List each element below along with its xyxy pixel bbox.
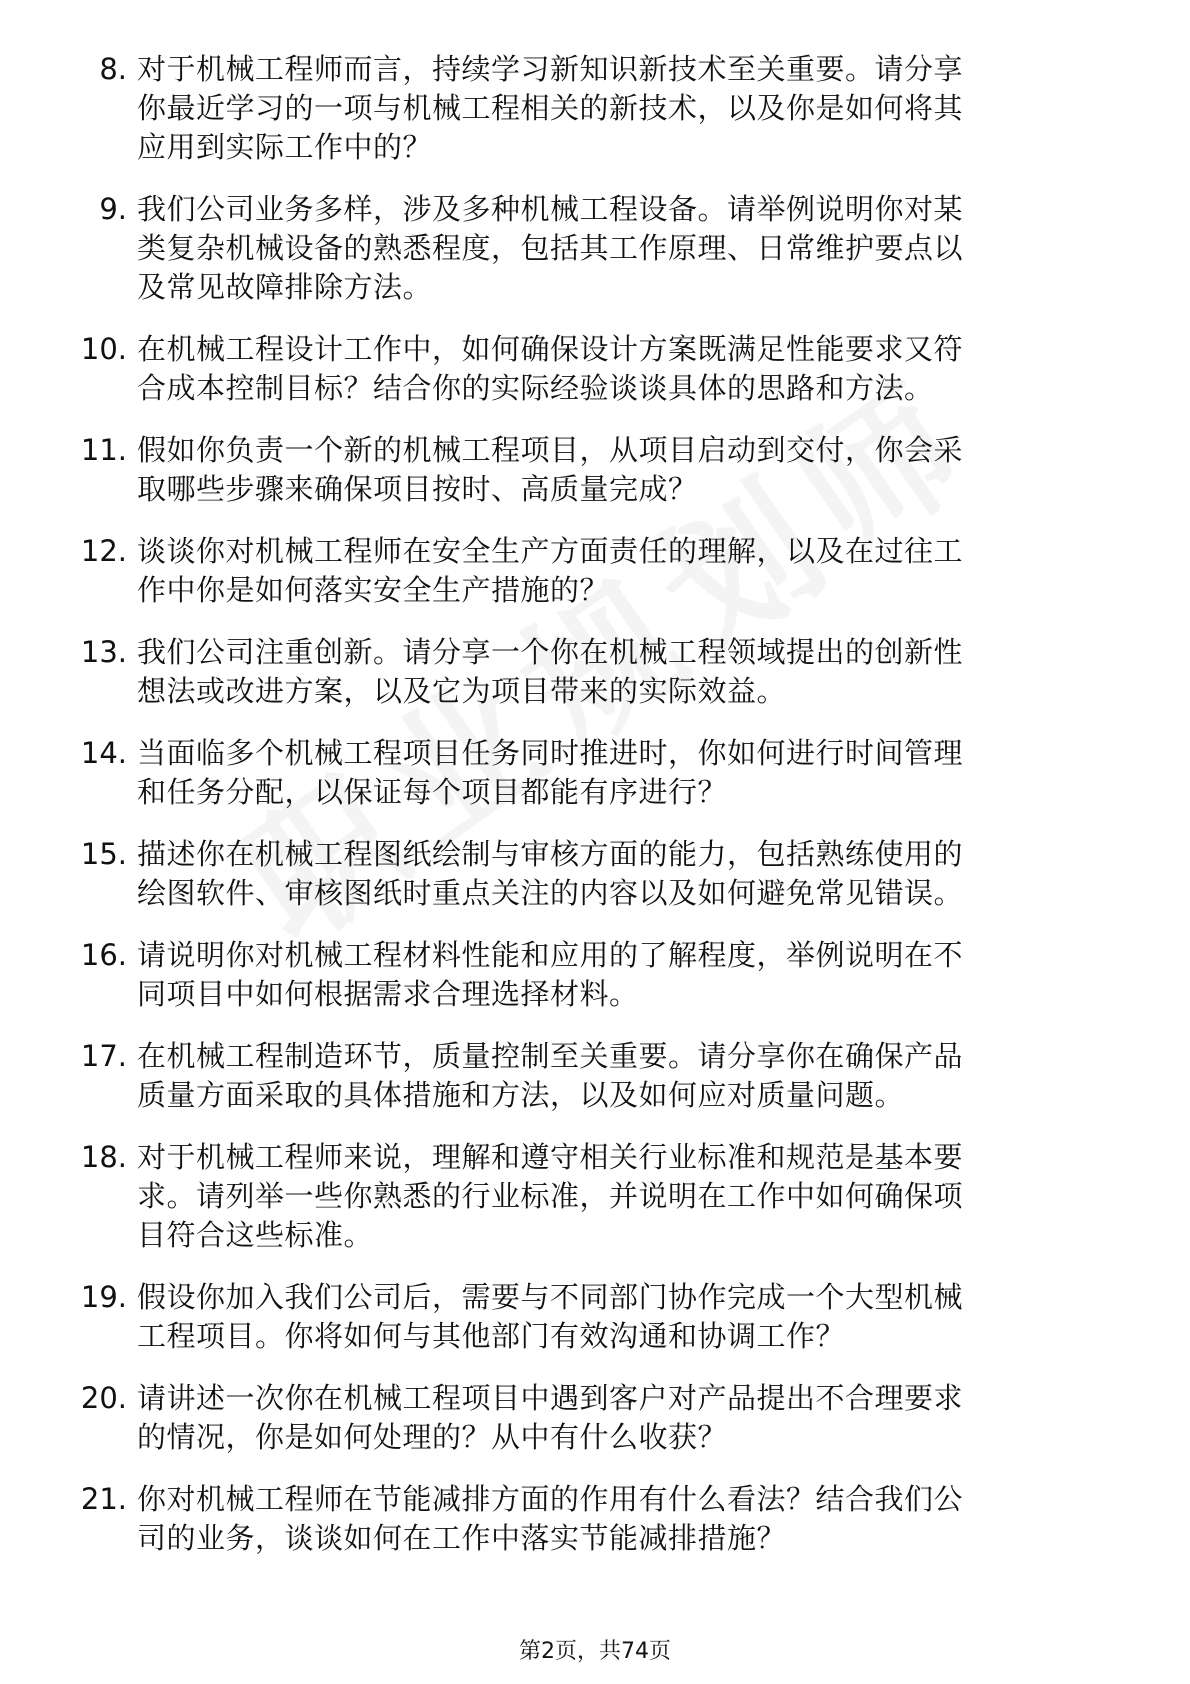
question-text [137,633,1117,711]
question-text-line: 合成本控制目标？结合你的实际经验谈谈具体的思路和方法。 [137,371,934,405]
question-text-line: 和任务分配，以保证每个项目都能有序进行？ [137,775,728,809]
question-list [0,50,1190,1581]
question-item [0,1480,1190,1558]
question-text-line: 你对机械工程师在节能减排方面的作用有什么看法？结合我们公 [137,1482,964,1516]
number-gap [127,50,137,167]
question-text-line: 目符合这些标准。 [137,1218,374,1252]
question-item [0,936,1190,1014]
number-gap [127,431,137,509]
question-item [0,734,1190,812]
number-gap [127,190,137,307]
question-number: 11. [80,433,127,467]
question-text-line: 我们公司业务多样，涉及多种机械工程设备。请举例说明你对某 [137,192,964,226]
question-text-line: 取哪些步骤来确保项目按时、高质量完成？ [137,472,698,506]
question-text-line: 工程项目。你将如何与其他部门有效沟通和协调工作？ [137,1319,846,1353]
number-gap [127,1278,137,1356]
question-text-line: 想法或改进方案，以及它为项目带来的实际效益。 [137,674,787,708]
question-text-line: 的情况，你是如何处理的？从中有什么收获？ [137,1420,728,1454]
number-gap [127,936,137,1014]
question-number: 20. [80,1381,127,1415]
question-text-line: 我们公司注重创新。请分享一个你在机械工程领域提出的创新性 [137,635,964,669]
question-number: 14. [80,736,127,770]
question-text-line: 假设你加入我们公司后，需要与不同部门协作完成一个大型机械 [137,1280,964,1314]
question-text [137,1138,1117,1255]
question-text [137,1037,1117,1115]
question-item [0,835,1190,913]
question-text-line: 请说明你对机械工程材料性能和应用的了解程度，举例说明在不 [137,938,964,972]
number-gap [127,1037,137,1115]
number-gap [127,532,137,610]
question-text-line: 在机械工程设计工作中，如何确保设计方案既满足性能要求又符 [137,332,964,366]
question-item [0,190,1190,307]
number-gap [127,633,137,711]
question-text-line: 请讲述一次你在机械工程项目中遇到客户对产品提出不合理要求 [137,1381,964,1415]
question-text [137,431,1117,509]
question-item [0,1037,1190,1115]
question-item [0,50,1190,167]
question-item [0,330,1190,408]
question-number: 13. [80,635,127,669]
question-text-line: 对于机械工程师而言，持续学习新知识新技术至关重要。请分享 [137,52,964,86]
number-gap [127,1480,137,1558]
question-text-line: 类复杂机械设备的熟悉程度，包括其工作原理、日常维护要点以 [137,231,964,265]
question-text-line: 及常见故障排除方法。 [137,270,433,304]
question-text-line: 在机械工程制造环节，质量控制至关重要。请分享你在确保产品 [137,1039,964,1073]
question-text [137,330,1117,408]
question-text-line: 绘图软件、审核图纸时重点关注的内容以及如何避免常见错误。 [137,876,964,910]
question-text-line: 描述你在机械工程图纸绘制与审核方面的能力，包括熟练使用的 [137,837,964,871]
question-text-line: 求。请列举一些你熟悉的行业标准，并说明在工作中如何确保项 [137,1179,964,1213]
question-text [137,1278,1117,1356]
question-item [0,1379,1190,1457]
question-number: 9. [99,192,127,226]
question-item [0,532,1190,610]
question-text-line: 同项目中如何根据需求合理选择材料。 [137,977,639,1011]
question-text-line: 对于机械工程师来说，理解和遵守相关行业标准和规范是基本要 [137,1140,964,1174]
page-footer: 第2页，共74页 [519,1639,671,1664]
question-text-line: 假如你负责一个新的机械工程项目，从项目启动到交付，你会采 [137,433,964,467]
question-text-line: 作中你是如何落实安全生产措施的？ [137,573,610,607]
question-text [137,190,1117,307]
question-number: 12. [80,534,127,568]
question-number: 18. [80,1140,127,1174]
question-number: 8. [99,52,127,86]
question-number: 17. [80,1039,127,1073]
question-item [0,633,1190,711]
question-text-line: 当面临多个机械工程项目任务同时推进时，你如何进行时间管理 [137,736,964,770]
question-text-line: 司的业务，谈谈如何在工作中落实节能减排措施？ [137,1521,787,1555]
question-text [137,936,1117,1014]
question-text-line: 质量方面采取的具体措施和方法，以及如何应对质量问题。 [137,1078,905,1112]
number-gap [127,1379,137,1457]
question-text-line: 应用到实际工作中的？ [137,130,433,164]
question-text-line: 你最近学习的一项与机械工程相关的新技术，以及你是如何将其 [137,91,964,125]
number-gap [127,1138,137,1255]
question-text [137,835,1117,913]
question-text [137,50,1117,167]
question-text [137,734,1117,812]
question-item [0,431,1190,509]
question-number: 19. [80,1280,127,1314]
question-text [137,1480,1117,1558]
number-gap [127,835,137,913]
number-gap [127,330,137,408]
question-number: 10. [80,332,127,366]
question-item [0,1278,1190,1356]
question-number: 15. [80,837,127,871]
number-gap [127,734,137,812]
question-text-line: 谈谈你对机械工程师在安全生产方面责任的理解，以及在过往工 [137,534,964,568]
question-number: 16. [80,938,127,972]
question-number: 21. [80,1482,127,1516]
question-text [137,532,1117,610]
question-text [137,1379,1117,1457]
question-item [0,1138,1190,1255]
